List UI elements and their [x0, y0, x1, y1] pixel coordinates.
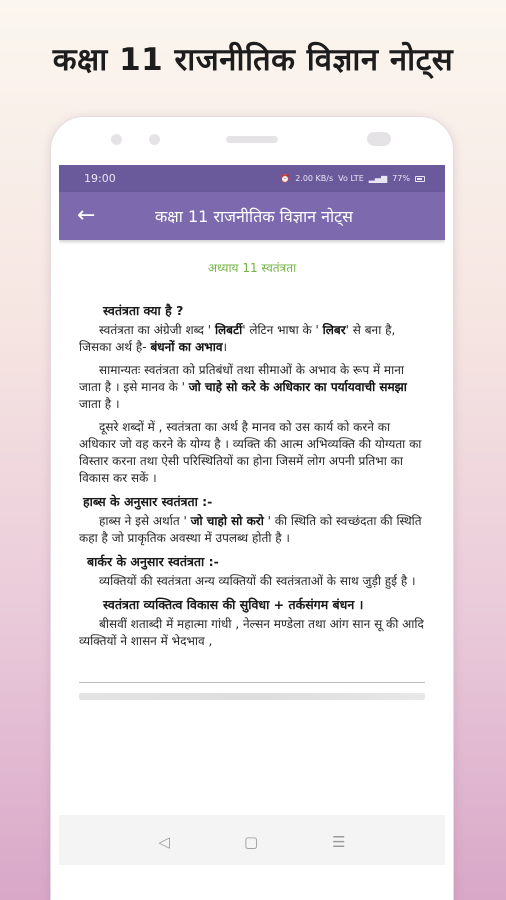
status-time: 19:00	[84, 172, 116, 185]
paragraph: बीसवीं शताब्दी में महात्मा गांधी , नेल्सन मण्डेला तथा आंग सान सू की आदि व्यक्तियों ने शासन में भेदभाव ,	[79, 617, 424, 648]
nav-home-icon[interactable]: ▢	[243, 833, 259, 851]
app-screen	[59, 165, 445, 859]
back-arrow-icon[interactable]: ←	[77, 203, 96, 228]
app-bar	[59, 192, 445, 240]
notes-content	[59, 240, 445, 700]
section-heading: स्वतंत्रता क्या है ?	[103, 303, 184, 318]
volte-indicator: Vo LTE	[338, 174, 364, 183]
status-icons	[280, 174, 425, 183]
section-heading: हाब्स के अनुसार स्वतंत्रता :-	[83, 494, 213, 509]
section-heading: बार्कर के अनुसार स्वतंत्रता :-	[87, 554, 219, 569]
battery-icon	[415, 176, 425, 182]
phone-frame	[50, 116, 454, 900]
paragraph: व्यक्तियों की स्वतंत्रता अन्य व्यक्तियों की स्वतंत्रताओं के साथ जुड़ी हुई है ।	[99, 574, 416, 588]
status-bar	[59, 165, 445, 192]
paragraph: स्वतंत्रता का अंग्रेजी शब्द ' लिबर्टी' लेटिन भाषा के ' लिबर' से बना है, जिसका अर्थ है- बंधनों का अभाव।	[79, 323, 396, 354]
app-bar-title: कक्षा 11 राजनीतिक विज्ञान नोट्स	[155, 207, 353, 226]
battery-percent: 77%	[392, 174, 410, 183]
phone-sensor-dot	[149, 134, 160, 145]
section-heading: स्वतंत्रता व्यक्तित्व विकास की सुविधा + तर्कसंगम बंधन ।	[103, 597, 364, 612]
phone-speaker	[226, 136, 278, 143]
paragraph: सामान्यतः स्वतंत्रता को प्रतिबंधों तथा सीमाओं के अभाव के रूप में माना जाता है । इसे मानव के ' जो चाहे सो करे के अधिकार का पर्यायवाची समझा जाता है ।	[79, 363, 407, 411]
nav-back-icon[interactable]: ◁	[158, 833, 170, 851]
signal-icon: ▂▄▆	[368, 174, 388, 183]
nav-menu-icon[interactable]: ☰	[332, 833, 346, 851]
section-divider	[79, 682, 425, 683]
next-paragraph-faded	[79, 693, 425, 700]
system-nav-bar	[59, 819, 445, 865]
phone-sensor-dot	[111, 134, 122, 145]
paragraph: दूसरे शब्दों में , स्वतंत्रता का अर्थ है मानव को उस कार्य को करने का अधिकार जो वह करने के योग्य है । व्यक्ति की आत्म अभिव्यक्ति की योग्यता का विस्तार करना तथा ऐसी परिस्थितियों का होना जिसमें लोग अपनी प्रतिभा का विकास कर सकें ।	[79, 420, 422, 485]
network-speed: 2.00 KB/s	[295, 174, 334, 183]
promo-title: कक्षा 11 राजनीतिक विज्ञान नोट्स	[52, 42, 454, 78]
phone-camera	[367, 132, 391, 146]
paragraph: हाब्स ने इसे अर्थात ' जो चाहो सो करो ' की स्थिति को स्वच्छंदता की स्थिति कहा है जो प्राकृतिक अवस्था में उपलब्ध होती है ।	[79, 514, 422, 545]
alarm-icon: ⏰	[280, 174, 291, 183]
chapter-title: अध्याय 11 स्वतंत्रता	[207, 261, 297, 275]
